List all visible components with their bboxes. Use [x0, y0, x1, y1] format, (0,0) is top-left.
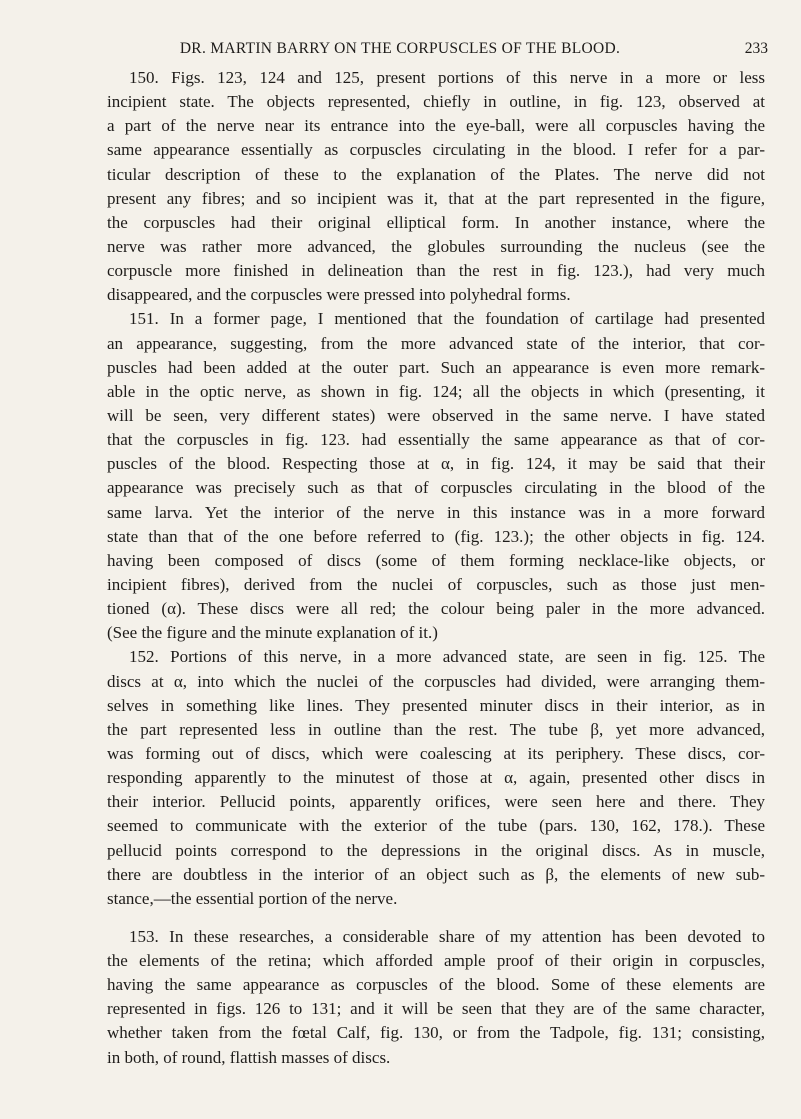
text-line: a part of the nerve near its entrance into the eye-ball, were all corpuscles having the — [107, 116, 765, 136]
text-line: having the same appearance as corpuscles of the blood. Some of these elements are — [107, 975, 765, 995]
page-number: 233 — [744, 40, 768, 57]
paragraph-spacer — [107, 911, 765, 925]
text-line: the part represented less in outline than the rest. The tube β, yet more advanced, — [107, 719, 765, 739]
text-line: appearance was precisely such as that of corpuscles circulating in the blood of the — [107, 478, 765, 498]
text-line: having been composed of discs (some of them forming necklace-like objects, or — [107, 550, 765, 570]
text-line: ticular description of these to the explanation of the Plates. The nerve did not — [107, 164, 765, 184]
text-line: was forming out of discs, which were coalescing at its periphery. These discs, cor- — [107, 743, 765, 763]
text-line: an appearance, suggesting, from the more advanced state of the interior, that cor- — [107, 333, 765, 353]
text-line: nerve was rather more advanced, the globules surrounding the nucleus (see the — [107, 236, 765, 256]
text-line: 152. Portions of this nerve, in a more advanced state, are seen in fig. 125. The — [129, 647, 765, 667]
text-line: discs at α, into which the nuclei of the corpuscles had divided, were arranging them- — [107, 671, 765, 691]
text-line: 153. In these researches, a considerable share of my attention has been devoted to — [129, 926, 765, 946]
text-line: 150. Figs. 123, 124 and 125, present portions of this nerve in a more or less — [129, 68, 765, 87]
text-line: there are doubtless in the interior of an object such as β, the elements of new sub- — [107, 864, 765, 884]
text-line: their interior. Pellucid points, apparently orifices, were seen here and there. They — [107, 792, 765, 812]
text-line: stance,—the essential portion of the nerve. — [107, 888, 398, 908]
text-line: represented in figs. 126 to 131; and it will be seen that they are of the same character, — [107, 999, 765, 1019]
text-line: able in the optic nerve, as shown in fig. 124; all the objects in which (presenting, it — [107, 381, 765, 401]
text-line: responding apparently to the minutest of those at α, again, presented other discs in — [107, 768, 765, 788]
text-line: incipient state. The objects represented, chiefly in outline, in fig. 123, observed at — [107, 92, 765, 112]
text-line: pellucid points correspond to the depressions in the original discs. As in muscle, — [107, 840, 765, 860]
text-line: state than that of the one before referred to (fig. 123.); the other objects in fig. 124. — [107, 526, 765, 546]
text-line: (See the figure and the minute explanation of it.) — [107, 623, 438, 643]
text-line: tioned (α). These discs were all red; the colour being paler in the more advanced. — [107, 599, 765, 619]
text-line: same larva. Yet the interior of the nerve in this instance was in a more forward — [107, 502, 765, 522]
text-line: whether taken from the fœtal Calf, fig. 130, or from the Tadpole, fig. 131; consisting, — [107, 1023, 765, 1043]
paragraph-153 — [107, 925, 765, 1070]
text-line: selves in something like lines. They presented minuter discs in their interior, as in — [107, 695, 765, 715]
text-line: seemed to communicate with the exterior of the tube (pars. 130, 162, 178.). These — [107, 816, 765, 836]
text-line: present any fibres; and so incipient was it, that at the part represented in the figure, — [107, 188, 765, 208]
text-line: puscles of the blood. Respecting those at α, in fig. 124, it may be said that their — [107, 454, 765, 474]
text-line: will be seen, very different states) were observed in the same nerve. I have stated — [107, 405, 765, 425]
body-text — [107, 66, 765, 1070]
paragraph-150 — [107, 66, 765, 307]
text-line: the elements of the retina; which afforded ample proof of their origin in corpuscles, — [107, 951, 765, 971]
text-line: corpuscle more finished in delineation than the rest in fig. 123.), had very much — [107, 261, 765, 281]
text-line: same appearance essentially as corpuscles circulating in the blood. I refer for a par- — [107, 140, 765, 160]
running-title: DR. MARTIN BARRY ON THE CORPUSCLES OF THE BLOOD. — [179, 40, 621, 57]
paragraph-151 — [107, 307, 765, 645]
text-line: disappeared, and the corpuscles were pressed into polyhedral forms. — [107, 285, 571, 305]
paragraph-152 — [107, 645, 765, 911]
text-line: in both, of round, flattish masses of discs. — [107, 1047, 391, 1067]
text-line: puscles had been added at the outer part. Such an appearance is even more remark- — [107, 357, 765, 377]
text-line: 151. In a former page, I mentioned that the foundation of cartilage had presented — [129, 309, 765, 329]
text-line: that the corpuscles in fig. 123. had essentially the same appearance as that of cor- — [107, 430, 765, 450]
text-line: incipient fibres), derived from the nuclei of corpuscles, such as those just men- — [107, 574, 765, 594]
text-line: the corpuscles had their original elliptical form. In another instance, where the — [107, 212, 765, 232]
